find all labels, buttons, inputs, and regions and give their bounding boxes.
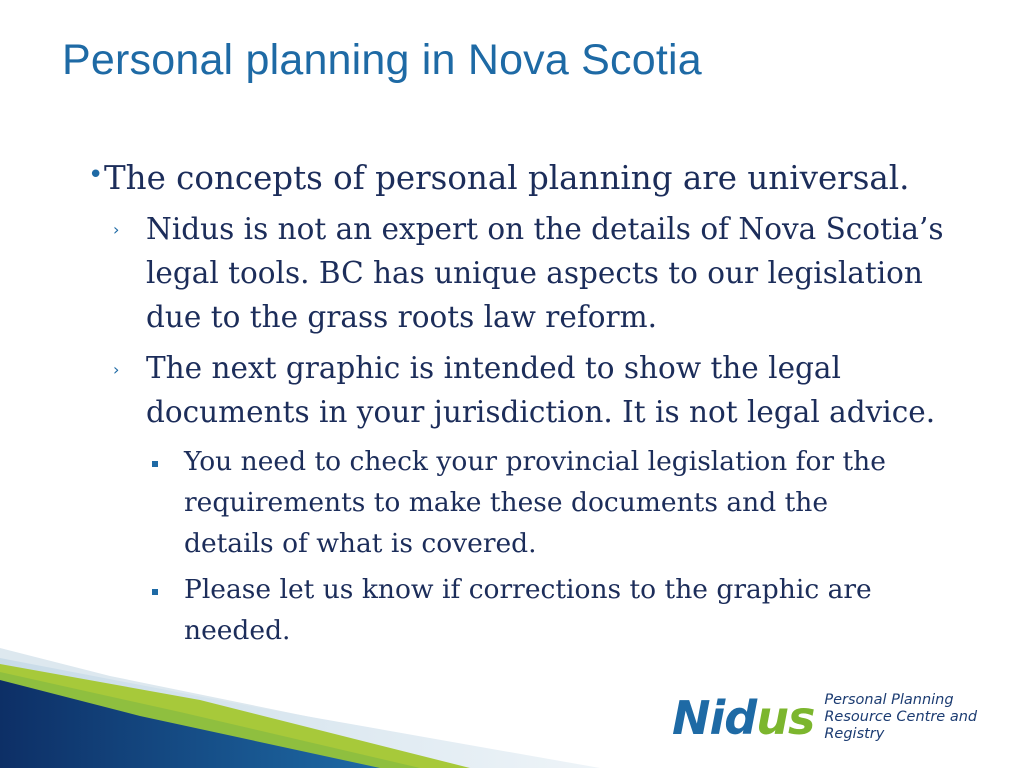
text-line: documents in your jurisdiction. It is not legal advice. (146, 395, 936, 429)
bullet-level3 (184, 441, 974, 564)
bullet-marker-sub: › (113, 360, 120, 379)
bullet-level3 (184, 569, 974, 651)
text-line: You need to check your provincial legislation for the (184, 446, 886, 477)
text-line: details of what is covered. (184, 528, 537, 559)
bullet-marker-square (152, 461, 158, 467)
logo-tagline-line: Resource Centre and Registry (824, 709, 978, 742)
nidus-logo (672, 692, 1024, 743)
logo-tagline (824, 692, 1024, 743)
text-line: needed. (184, 615, 291, 646)
text-line: Please let us know if corrections to the graphic are (184, 574, 872, 605)
text-line: The next graphic is intended to show the legal (146, 351, 841, 385)
slide-title: Personal planning in Nova Scotia (62, 36, 702, 84)
bullet-level2 (146, 346, 986, 434)
text-line: legal tools. BC has unique aspects to our legislation (146, 256, 923, 290)
bullet-marker: • (88, 160, 104, 190)
bullet-level1: The concepts of personal planning are universal. (104, 159, 910, 197)
logo-wordmark (672, 690, 815, 745)
logo-word-main: Nid (672, 690, 757, 745)
logo-word-accent: us (756, 690, 815, 745)
bullet-level2 (146, 207, 986, 339)
text-line: requirements to make these documents and the (184, 487, 829, 518)
text-line: Nidus is not an expert on the details of Nova Scotia’s (146, 212, 944, 246)
bullet-marker-square (152, 589, 158, 595)
text-line: due to the grass roots law reform. (146, 300, 657, 334)
logo-tagline-line: Personal Planning (824, 692, 954, 708)
bullet-marker-sub: › (113, 220, 120, 239)
